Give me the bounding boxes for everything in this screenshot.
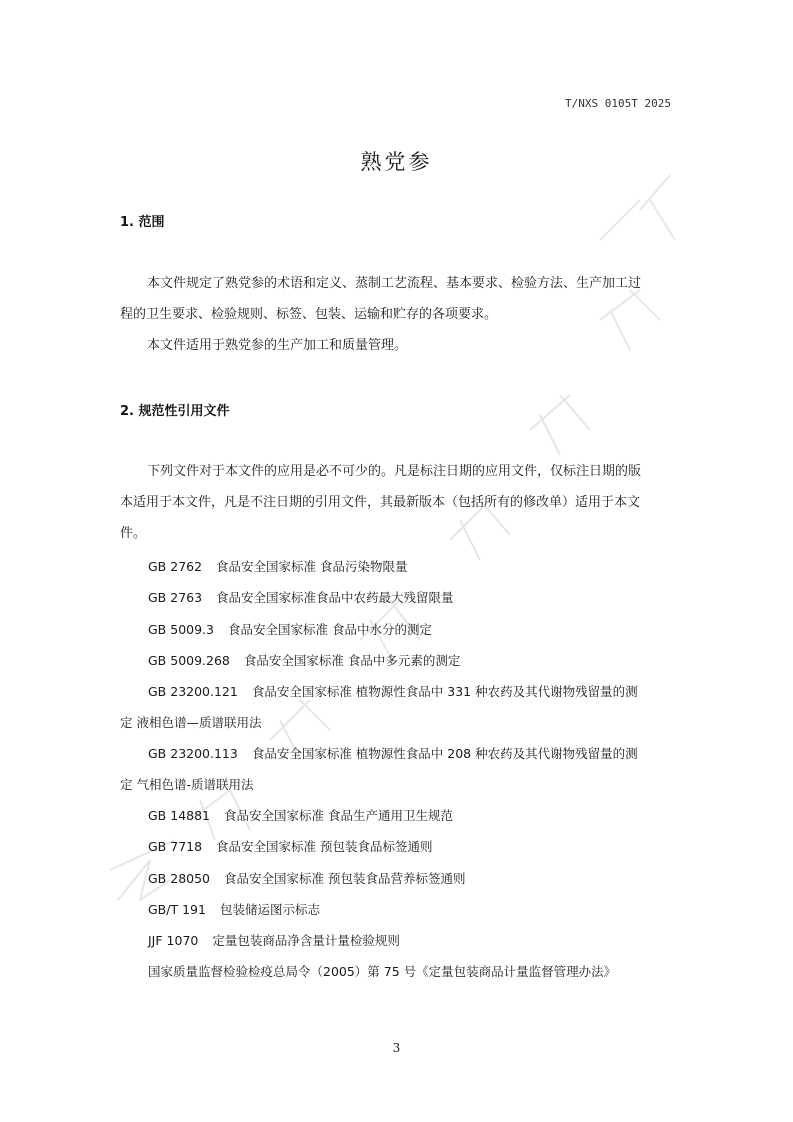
reference-title: 包装储运图示标志 bbox=[219, 902, 320, 917]
reference-title: 食品安全国家标准食品中农药最大残留限量 bbox=[216, 590, 454, 605]
scope-paragraph bbox=[120, 268, 675, 361]
reference-item bbox=[148, 900, 320, 918]
page-title: 熟党参 bbox=[360, 150, 433, 174]
section-heading-scope: 1. 范围 bbox=[120, 215, 165, 230]
reference-item bbox=[148, 962, 616, 980]
reference-continuation: 定 气相色谱-质谱联用法 bbox=[120, 777, 254, 792]
intro-line-1: 下列文件对于本文件的应用是必不可少的。凡是标注日期的应用文件，仅标注日期的版 bbox=[147, 464, 642, 479]
reference-item bbox=[148, 651, 460, 669]
scope-line-2: 程的卫生要求、检验规则、标签、包装、运输和贮存的各项要求。 bbox=[120, 307, 498, 322]
reference-title: 定量包装商品净含量计量检验规则 bbox=[212, 933, 400, 948]
intro-line-2: 本适用于本文件，凡是不注日期的引用文件，其最新版本（包括所有的修改单）适用于本文 bbox=[120, 495, 641, 510]
reference-code: GB 2762 bbox=[148, 559, 203, 574]
reference-continuation: 定 液相色谱—质谱联用法 bbox=[120, 715, 262, 730]
references-intro bbox=[120, 456, 675, 549]
scope-applicability: 本文件适用于熟党参的生产加工和质量管理。 bbox=[147, 338, 408, 353]
reference-title: 食品安全国家标准 预包装食品营养标签通则 bbox=[223, 871, 466, 886]
reference-title: 国家质量监督检验检疫总局令（2005）第 75 号《定量包装商品计量监督管理办法》 bbox=[148, 964, 617, 979]
document-code: T/NXS 0105T 2025 bbox=[565, 97, 671, 110]
page-number: 3 bbox=[392, 1041, 401, 1055]
reference-item bbox=[148, 557, 408, 575]
reference-item bbox=[148, 806, 453, 824]
reference-title: 食品安全国家标准 食品中多元素的测定 bbox=[243, 653, 461, 668]
reference-title: 食品安全国家标准 食品生产通用卫生规范 bbox=[223, 808, 453, 823]
section-heading-normative-references: 2. 规范性引用文件 bbox=[120, 404, 230, 419]
reference-code: GB 23200.113 bbox=[148, 746, 238, 761]
reference-code: JJF 1070 bbox=[148, 933, 199, 948]
reference-title: 食品安全国家标准 植物源性食品中 208 种农药及其代谢物残留量的测 bbox=[251, 746, 638, 761]
intro-line-3: 件。 bbox=[120, 526, 147, 541]
reference-item bbox=[148, 620, 432, 638]
reference-code: GB 28050 bbox=[148, 871, 210, 886]
reference-title: 食品安全国家标准 食品污染物限量 bbox=[216, 559, 408, 574]
reference-item bbox=[148, 682, 638, 700]
reference-item bbox=[148, 869, 465, 887]
reference-code: GB 7718 bbox=[148, 839, 203, 854]
reference-item bbox=[148, 931, 400, 949]
reference-code: GB/T 191 bbox=[148, 902, 206, 917]
reference-code: GB 2763 bbox=[148, 590, 203, 605]
reference-code: GB 5009.268 bbox=[148, 653, 230, 668]
reference-code: GB 5009.3 bbox=[148, 622, 214, 637]
reference-item bbox=[148, 744, 638, 762]
reference-title: 食品安全国家标准 食品中水分的测定 bbox=[227, 622, 432, 637]
reference-title: 食品安全国家标准 预包装食品标签通则 bbox=[216, 839, 433, 854]
reference-item bbox=[148, 837, 433, 855]
reference-item bbox=[148, 588, 454, 606]
reference-code: GB 14881 bbox=[148, 808, 210, 823]
reference-code: GB 23200.121 bbox=[148, 684, 238, 699]
scope-line-1: 本文件规定了熟党参的术语和定义、蒸制工艺流程、基本要求、检验方法、生产加工过 bbox=[147, 276, 642, 291]
reference-title: 食品安全国家标准 植物源性食品中 331 种农药及其代谢物残留量的测 bbox=[251, 684, 638, 699]
